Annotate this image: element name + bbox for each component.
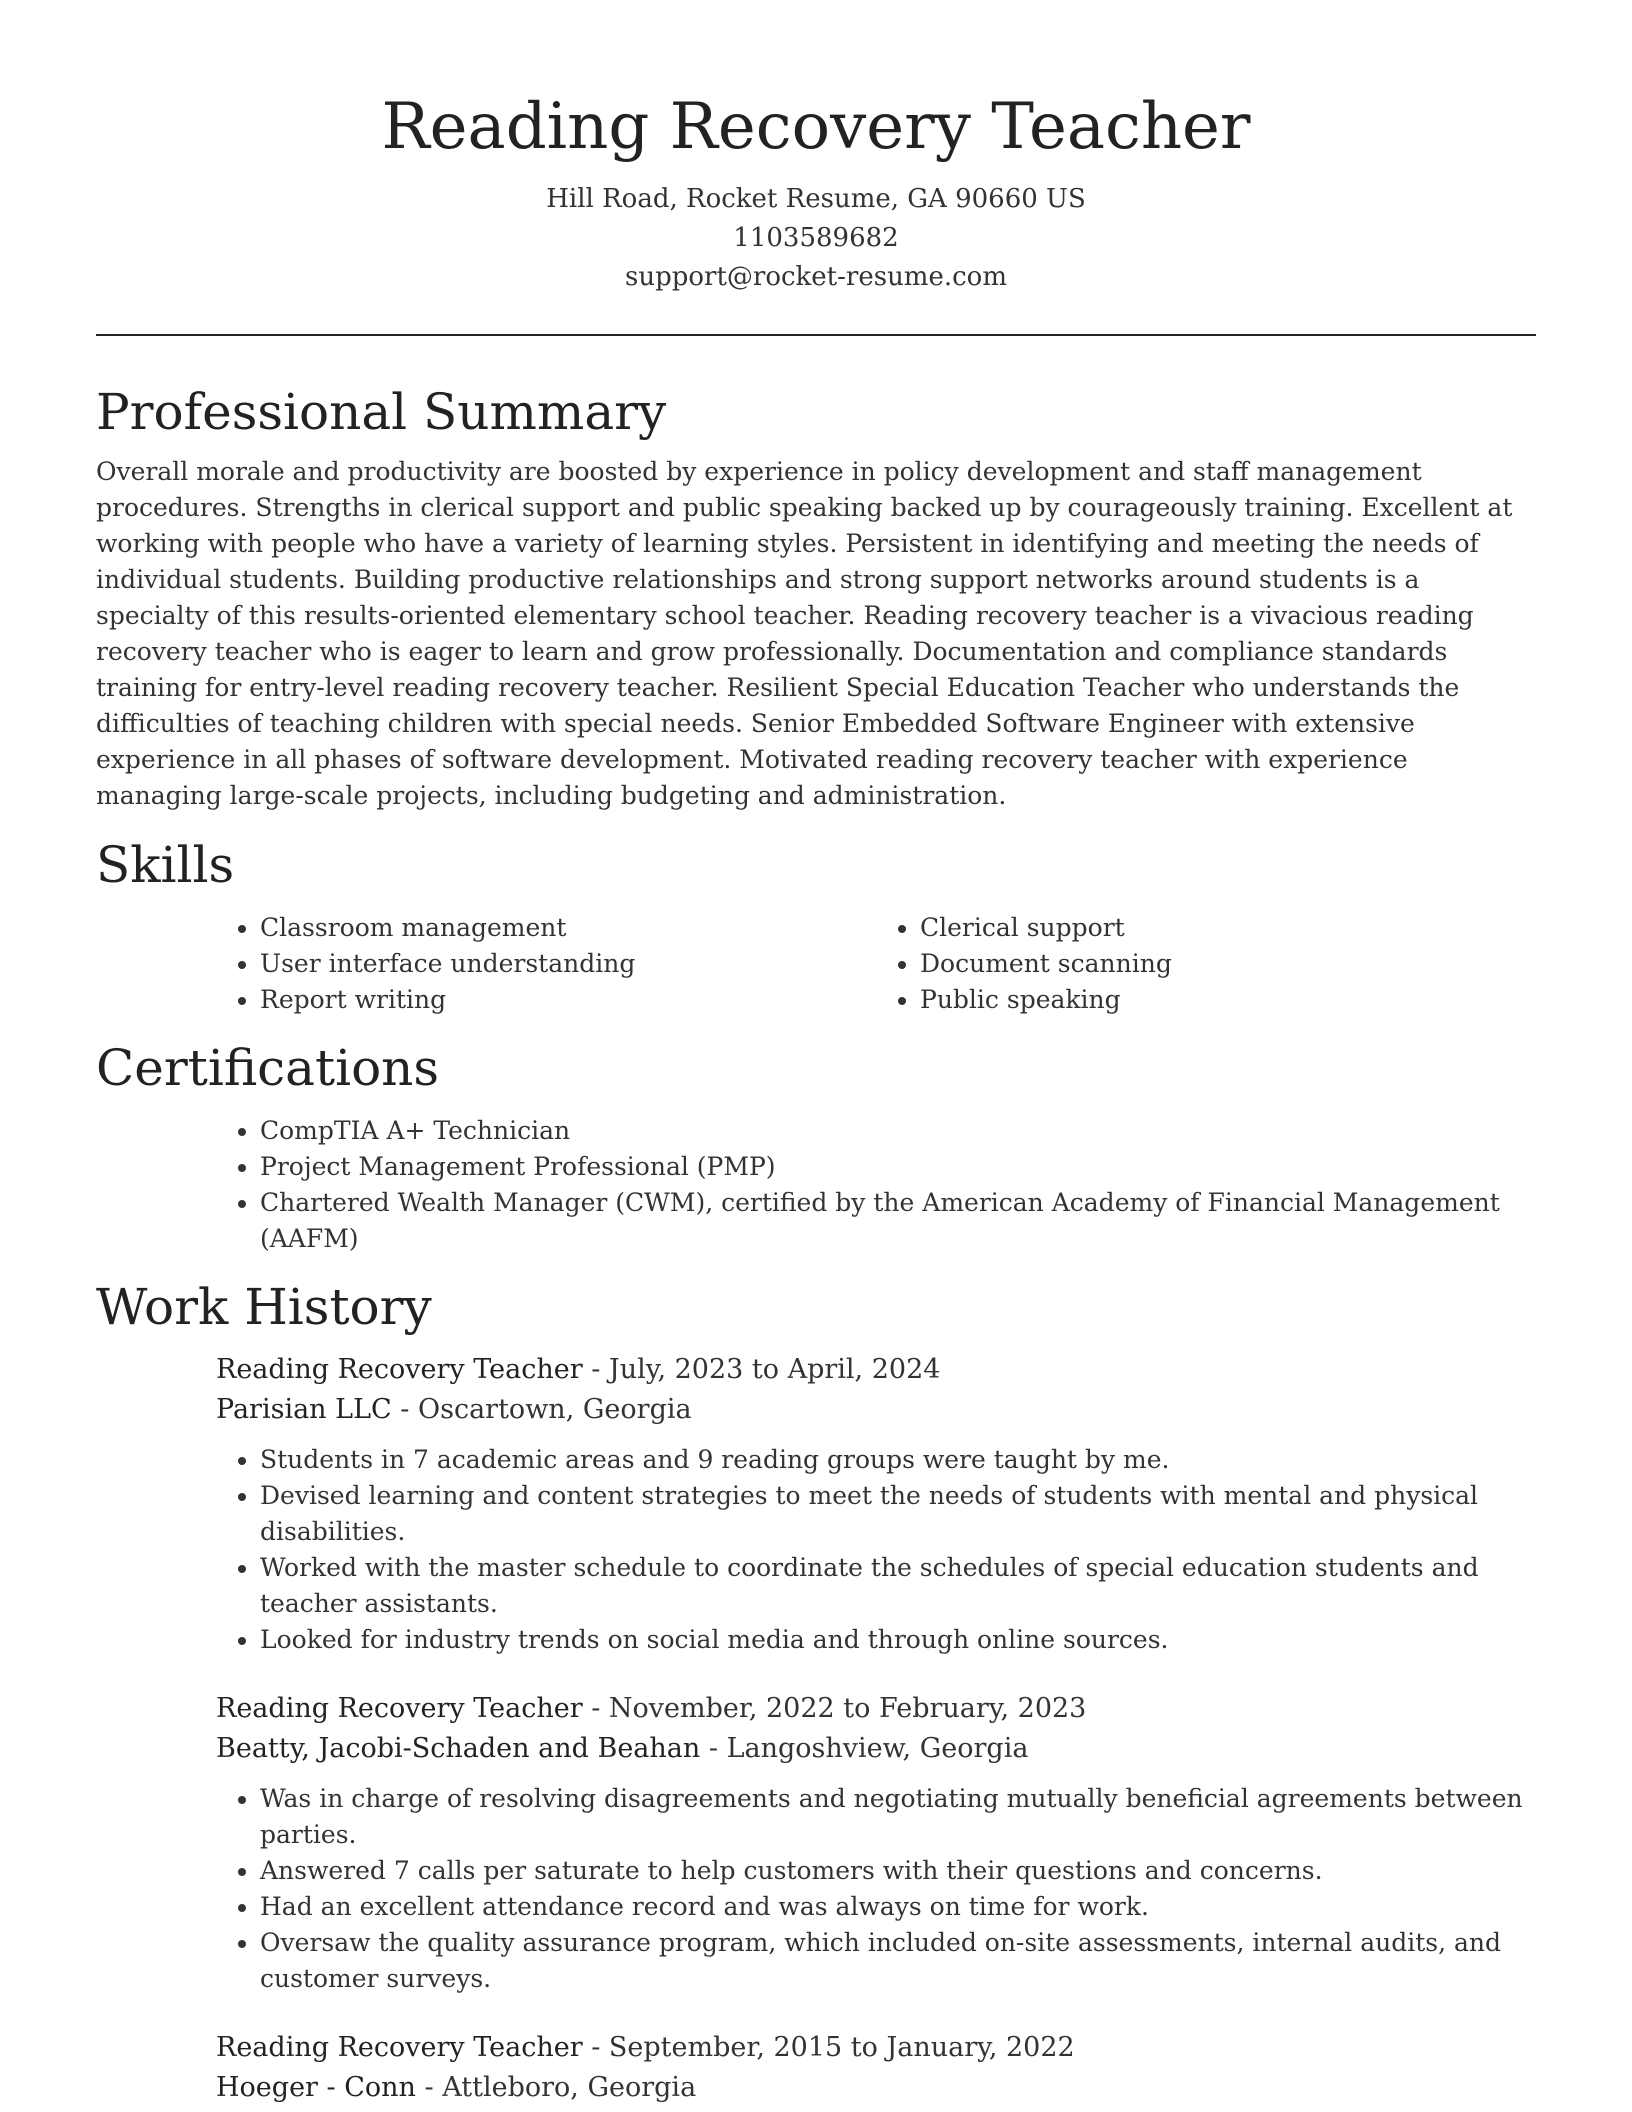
work-history-heading: Work History — [96, 1278, 432, 1336]
skill-item: • Public speaking — [920, 982, 1536, 1018]
job-bullet: • Answered 7 calls per saturate to help customers with their questions and concerns. — [260, 1853, 1536, 1889]
skill-item: • Report writing — [260, 982, 876, 1018]
job-bullets — [216, 1442, 1536, 1658]
job-location: Attleboro, Georgia — [442, 2072, 697, 2103]
certifications-heading: Certifications — [96, 1039, 440, 1097]
job-entry — [216, 1689, 1536, 1997]
job-title-line: Reading Recovery Teacher - September, 2015 to January, 2022 — [216, 2032, 1075, 2063]
job-bullets — [216, 1781, 1536, 1997]
header-divider — [96, 334, 1536, 336]
job-company-line: Beatty, Jacobi-Schaden and Beahan - Langoshview, Georgia — [216, 1733, 1029, 1764]
skills-section — [96, 830, 1536, 1018]
skills-heading: Skills — [96, 836, 235, 894]
job-location: Oscartown, Georgia — [417, 1394, 692, 1425]
job-title: Reading Recovery Teacher — [216, 1354, 583, 1385]
certification-item: • Project Management Professional (PMP) — [260, 1149, 1536, 1185]
job-title-line: Reading Recovery Teacher - July, 2023 to April, 2024 — [216, 1354, 941, 1385]
job-title: Reading Recovery Teacher — [216, 1693, 583, 1724]
job-title-line: Reading Recovery Teacher - November, 2022 to February, 2023 — [216, 1693, 1087, 1724]
certifications-list — [216, 1113, 1536, 1257]
job-bullet: • Oversaw the quality assurance program, which included on-site assessments, internal audits, and customer surveys. — [260, 1925, 1536, 1997]
job-company-line: Parisian LLC - Oscartown, Georgia — [216, 1394, 692, 1425]
job-bullet: • Devised learning and content strategies to meet the needs of students with mental and physical disabilities. — [260, 1478, 1536, 1550]
skill-item: • Clerical support — [920, 910, 1536, 946]
job-entry — [216, 2028, 1536, 2108]
job-dates: November, 2022 to February, 2023 — [608, 1693, 1087, 1724]
resume-header — [96, 0, 1536, 297]
work-history-section — [96, 1272, 1536, 2108]
certification-item: • CompTIA A+ Technician — [260, 1113, 1536, 1149]
job-location: Langoshview, Georgia — [726, 1733, 1029, 1764]
contact-email: support@rocket-resume.com — [624, 262, 1007, 292]
job-title: Reading Recovery Teacher — [216, 2032, 583, 2063]
certifications-section — [96, 1033, 1536, 1257]
contact-phone: 1103589682 — [733, 223, 899, 253]
resume-page — [96, 0, 1536, 2108]
summary-section — [96, 377, 1536, 814]
job-company: Hoeger - Conn — [216, 2072, 416, 2103]
job-company: Parisian LLC — [216, 1394, 392, 1425]
contact-address: Hill Road, Rocket Resume, GA 90660 US — [546, 184, 1086, 214]
job-bullet: • Looked for industry trends on social media and through online sources. — [260, 1622, 1536, 1658]
summary-heading: Professional Summary — [96, 383, 667, 441]
job-bullet: • Worked with the master schedule to coordinate the schedules of special education students and teacher assistants. — [260, 1550, 1536, 1622]
job-dates: September, 2015 to January, 2022 — [608, 2032, 1075, 2063]
job-bullet: • Had an excellent attendance record and was always on time for work. — [260, 1889, 1536, 1925]
job-entry — [216, 1350, 1536, 1658]
skills-left-list — [216, 910, 876, 1018]
summary-text: Overall morale and productivity are boosted by experience in policy development and staff management procedures. Strengths in clerical support and public speaking backed up by courageously training. Excellent at working with people who have a variety of learning styles. Persistent in identifying and meeting the needs of individual students. Building productive relationships and strong support networks around students is a specialty of this results-oriented elementary school teacher. Reading recovery teacher is a vivacious reading recovery teacher who is eager to learn and grow professionally. Documentation and compliance standards training for entry-level reading recovery teacher. Resilient Special Education Teacher who understands the difficulties of teaching children with special needs. Senior Embedded Software Engineer with extensive experience in all phases of software development. Motivated reading recovery teacher with experience managing large-scale projects, including budgeting and administration. — [96, 457, 1513, 810]
job-bullet: • Students in 7 academic areas and 9 reading groups were taught by me. — [260, 1442, 1536, 1478]
job-bullet: • Was in charge of resolving disagreements and negotiating mutually beneficial agreements between parties. — [260, 1781, 1536, 1853]
skills-right-list — [876, 910, 1536, 1018]
job-company-line: Hoeger - Conn - Attleboro, Georgia — [216, 2072, 697, 2103]
job-company: Beatty, Jacobi-Schaden and Beahan — [216, 1733, 701, 1764]
candidate-name: Reading Recovery Teacher — [381, 90, 1251, 164]
skill-item: • Classroom management — [260, 910, 876, 946]
skills-columns — [216, 910, 1536, 1018]
skill-item: • Document scanning — [920, 946, 1536, 982]
job-dates: July, 2023 to April, 2024 — [608, 1354, 941, 1385]
certification-item: • Chartered Wealth Manager (CWM), certified by the American Academy of Financial Management (AAFM) — [260, 1185, 1536, 1257]
skill-item: • User interface understanding — [260, 946, 876, 982]
